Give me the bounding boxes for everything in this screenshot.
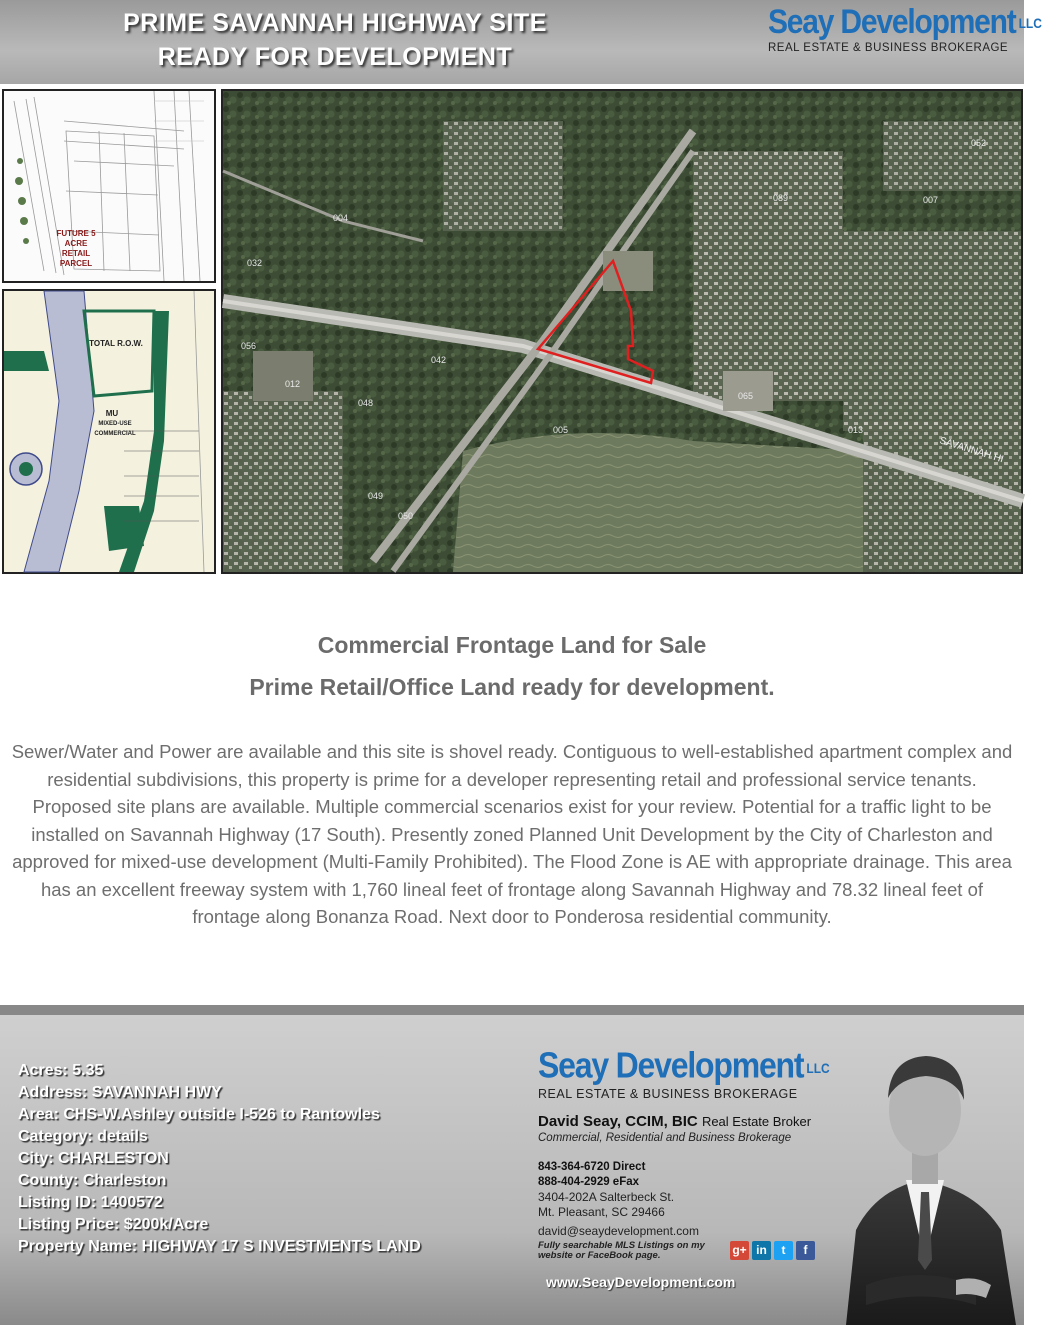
linkedin-icon[interactable]: in — [752, 1241, 771, 1260]
footer-divider — [0, 1005, 1024, 1015]
detail-county: County: Charleston — [18, 1172, 167, 1189]
detail-address: Address: SAVANNAH HWY — [18, 1084, 222, 1101]
parcel-number: 013 — [848, 425, 864, 435]
parcel-number: 004 — [333, 213, 349, 223]
detail-listing-price: Listing Price: $200k/Acre — [18, 1216, 209, 1233]
detail-city: City: CHARLESTON — [18, 1150, 169, 1167]
aerial-parcel-map — [221, 89, 1023, 574]
title-line-2: READY FOR DEVELOPMENT — [157, 43, 513, 71]
facebook-icon[interactable]: f — [796, 1241, 815, 1260]
parcel-number: 007 — [923, 195, 939, 205]
title-line-1: PRIME SAVANNAH HIGHWAY SITE — [123, 9, 547, 37]
parcel-number: 065 — [738, 391, 754, 401]
parcel-number: 042 — [431, 355, 447, 365]
address-line-1: 3404-202A Salterbeck St. — [538, 1189, 675, 1204]
social-icons — [730, 1241, 815, 1260]
property-details — [18, 1060, 518, 1258]
parcel-number: 089 — [773, 193, 789, 203]
phone-fax: 888-404-2929 eFax — [538, 1175, 640, 1188]
aerial-photo — [223, 91, 1021, 572]
card-logo-subtitle: REAL ESTATE & BUSINESS BROKERAGE — [538, 1086, 798, 1101]
row-label: TOTAL R.O.W. — [89, 339, 143, 348]
email-link[interactable]: david@seaydevelopment.com — [538, 1223, 699, 1238]
logo-llc: LLC — [1018, 15, 1042, 32]
detail-acres: Acres: 5.35 — [18, 1062, 104, 1079]
broker-card — [538, 1046, 858, 1306]
detail-category: Category: details — [18, 1128, 148, 1145]
page-title — [40, 6, 630, 74]
parcel-number: 012 — [285, 379, 301, 389]
site-plan-thumbnail — [2, 89, 216, 283]
mixed-use-label: MIXED-USE COMMERCIAL — [94, 421, 136, 437]
section-subheading: Prime Retail/Office Land ready for development. — [249, 674, 775, 700]
parcel-number: 052 — [971, 138, 987, 148]
company-logo — [768, 2, 1042, 56]
website-link[interactable]: www.SeayDevelopment.com — [546, 1274, 736, 1290]
google-plus-icon[interactable]: g+ — [730, 1241, 749, 1260]
header — [0, 0, 1042, 84]
parcel-label: FUTURE 5 ACRE RETAIL PARCEL — [56, 229, 96, 268]
broker-tagline: Commercial, Residential and Business Brokerage — [538, 1131, 792, 1144]
parcel-number: 049 — [368, 491, 384, 501]
detail-property-name: Property Name: HIGHWAY 17 S INVESTMENTS LAND — [18, 1238, 421, 1255]
parcel-number: 048 — [358, 398, 374, 408]
parcel-number: 032 — [247, 258, 263, 268]
address-line-2: Mt. Pleasant, SC 29466 — [538, 1204, 665, 1219]
property-description: Sewer/Water and Power are available and this site is shovel ready. Contiguous to well-established apartment complex and residential subdivisions, this property is prime for a developer representing retail and professional service tenants. Proposed site plans are available. Multiple commercial scenarios exist for your review. Potential for a traffic light to be installed on Savannah Highway (17 South). Presently zoned Planned Unit Development by the City of Charleston and approved for mixed-use development (Multi-Family Prohibited). The Flood Zone is AE with appropriate drainage. This area has an excellent freeway system with 1,760 lineal feet of frontage along Savannah Highway and 78.32 lineal feet of frontage along Bonanza Road. Next door to Ponderosa residential community. — [11, 741, 1013, 927]
broker-role: Real Estate Broker — [701, 1113, 812, 1129]
parcel-number: 050 — [398, 511, 414, 521]
parcel-number: 056 — [241, 341, 257, 351]
mu-label: MU — [105, 409, 119, 418]
parcel-number: 005 — [553, 425, 569, 435]
logo-subtitle: REAL ESTATE & BUSINESS BROKERAGE — [768, 42, 1009, 55]
broker-name: David Seay, CCIM, BIC Real Estate Broker — [538, 1112, 812, 1130]
twitter-icon[interactable]: t — [774, 1241, 793, 1260]
section-heading: Commercial Frontage Land for Sale — [317, 632, 707, 658]
card-logo-llc: LLC — [806, 1060, 830, 1076]
mixed-use-plan-thumbnail — [2, 289, 216, 574]
detail-area: Area: CHS-W.Ashley outside I-526 to Rantowles — [18, 1106, 380, 1123]
card-logo-name: Seay Development LLC — [538, 1044, 830, 1086]
mls-note: Fully searchable MLS Listings on my website or FaceBook page. — [538, 1239, 705, 1261]
site-plan-drawing — [4, 91, 214, 281]
phone-direct: 843-364-6720 Direct — [538, 1160, 646, 1173]
road-label: SAVANNAH HI — [938, 435, 1005, 466]
detail-listing-id: Listing ID: 1400572 — [18, 1194, 163, 1211]
logo-name: Seay Development LLC — [768, 2, 1042, 41]
